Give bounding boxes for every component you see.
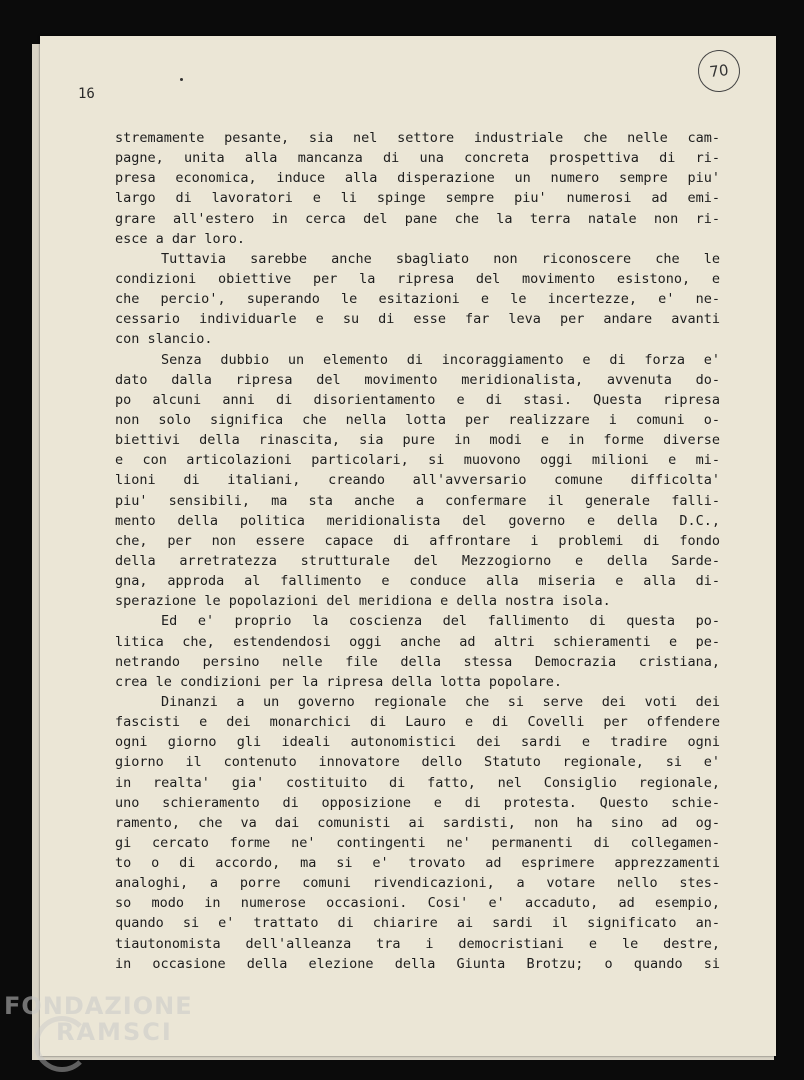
text-line: della arretratezza strutturale del Mezzogiorno e della Sarde- xyxy=(115,552,720,569)
text-line: e con articolazioni particolari, si muovono oggi milioni e mi- xyxy=(115,452,720,469)
text-line: lioni di italiani, creando all'avversario comune difficolta' xyxy=(115,472,720,489)
text-line: grare all'estero in cerca del pane che la terra natale non ri- xyxy=(115,210,720,227)
text-line: cessario individuarle e su di esse far leva per andare avanti xyxy=(115,311,720,328)
text-line: Senza dubbio un elemento di incoraggiamento e di forza e' xyxy=(161,351,720,368)
text-line: esce a dar loro. xyxy=(115,230,246,247)
text-line: tiautonomista dell'alleanza tra i democristiani e le destre, xyxy=(115,935,720,952)
text-line: che, per non essere capace di affrontare i problemi di fondo xyxy=(115,532,720,549)
text-line: litica che, estendendosi oggi anche ad altri schieramenti e pe- xyxy=(115,633,720,650)
text-line: ramento, che va dai comunisti ai sardisti, non ha sino ad og- xyxy=(115,814,720,831)
text-line: po alcuni anni di disorientamento e di stasi. Questa ripresa xyxy=(115,391,720,408)
text-line: Ed e' proprio la coscienza del fallimento di questa po- xyxy=(161,613,720,630)
fondazione-gramsci-watermark xyxy=(4,992,204,1072)
text-line: non solo significa che nella lotta per realizzare i comuni o- xyxy=(115,411,720,428)
text-line: con slancio. xyxy=(115,331,213,348)
text-line: so modo in numerose occasioni. Cosi' e' accaduto, ad esempio, xyxy=(115,895,720,912)
text-line: pagne, unita alla mancanza di una concreta prospettiva di ri- xyxy=(115,150,720,167)
text-line: mento della politica meridionalista del governo e della D.C., xyxy=(115,512,720,529)
text-line: Tuttavia sarebbe anche sbagliato non riconoscere che le xyxy=(161,250,720,267)
text-line: uno schieramento di opposizione e di protesta. Questo schie- xyxy=(115,794,720,811)
text-line: dato dalla ripresa del movimento meridionalista, avvenuta do- xyxy=(115,371,720,388)
text-line: stremamente pesante, sia nel settore industriale che nelle cam- xyxy=(115,130,720,146)
page-number: 16 xyxy=(78,86,95,102)
text-line: presa economica, induce alla disperazione un numero sempre piu' xyxy=(115,170,720,187)
text-line: piu' sensibili, ma sta anche a confermare il generale falli- xyxy=(115,492,720,509)
archive-number-circled: 70 xyxy=(696,48,742,94)
text-line: crea le condizioni per la ripresa della lotta popolare. xyxy=(115,673,563,690)
text-line: giorno il contenuto innovatore dello Statuto regionale, si e' xyxy=(115,754,720,771)
text-line: in occasione della elezione della Giunta Brotzu; o quando si xyxy=(115,955,720,972)
text-line: Dinanzi a un governo regionale che si serve dei voti dei xyxy=(161,693,720,710)
text-line: sperazione le popolazioni del meridiona e della nostra isola. xyxy=(115,593,611,610)
text-line: biettivi della rinascita, sia pure in modi e in forme diverse xyxy=(115,432,720,449)
text-line: largo di lavoratori e li spinge sempre piu' numerosi ad emi- xyxy=(115,190,720,207)
text-line: quando si e' trattato di chiarire ai sardi il significato an- xyxy=(115,915,720,932)
body-text xyxy=(115,128,720,974)
text-line: gna, approda al fallimento e conduce alla miseria e alla di- xyxy=(115,573,720,590)
text-line: in realta' gia' costituito di fatto, nel Consiglio regionale, xyxy=(115,774,720,791)
text-line: ogni giorno gli ideali autonomistici dei sardi e tradire ogni xyxy=(115,734,720,751)
text-line: gi cercato forme ne' contingenti ne' permanenti di collegamen- xyxy=(115,834,720,851)
text-line: condizioni obiettive per la ripresa del movimento esistono, e xyxy=(115,270,720,287)
text-line: fascisti e dei monarchici di Lauro e di Covelli per offendere xyxy=(115,714,720,731)
text-line: analoghi, a porre comuni rivendicazioni, a votare nello stes- xyxy=(115,875,720,892)
text-line: che percio', superando le esitazioni e le incertezze, e' ne- xyxy=(115,291,720,308)
text-line: to o di accordo, ma si e' trovato ad esprimere apprezzamenti xyxy=(115,855,720,872)
ink-speck xyxy=(180,78,183,81)
watermark-line-2: RAMSCI xyxy=(56,1018,173,1046)
text-line: netrando persino nelle file della stessa Democrazia cristiana, xyxy=(115,653,720,670)
watermark-line-1: FONDAZIONE xyxy=(4,992,193,1020)
